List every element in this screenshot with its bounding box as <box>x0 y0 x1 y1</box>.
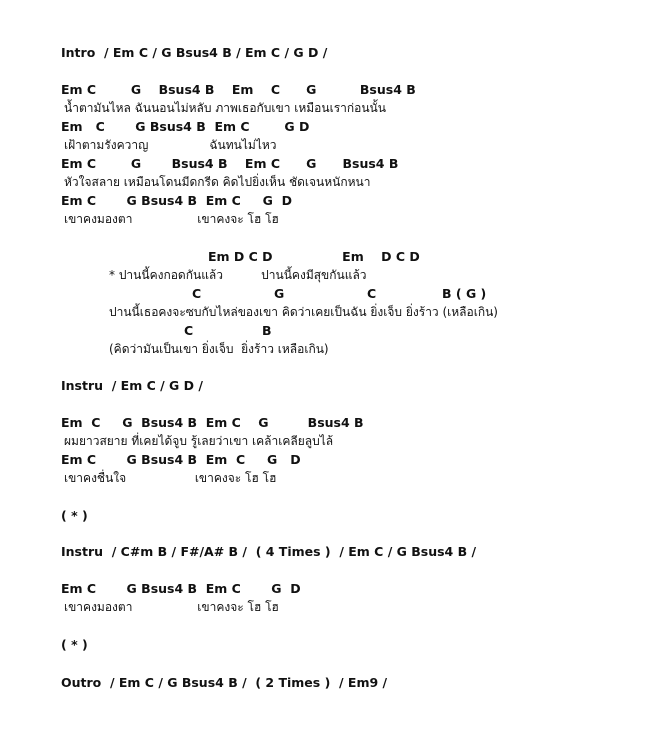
verse1-lyric-line-2: เฝ้าตามรังควาญ ฉันทนไม่ไหว <box>64 138 277 152</box>
instru-line-2: Instru / C#m B / F#/A# B / ( 4 Times ) / Em C / G Bsus4 B / <box>61 544 477 559</box>
chorus-chord-2b: G <box>274 286 285 301</box>
instru-line-1: Instru / Em C / G D / <box>61 378 203 393</box>
chorus-chord-3b: B <box>262 323 272 338</box>
chorus-chord-3a: C <box>184 323 194 338</box>
verse1-lyric-line-4: เขาคงมองตา เขาคงจะ โฮ โฮ <box>64 212 279 226</box>
verse1-chord-line-4: Em C G Bsus4 B Em C G D <box>61 193 292 208</box>
verse1-lyric-line-3: หัวใจสลาย เหมือนโดนมีดกรีด คิดไปยิ่งเห็น ชัดเจนหนักหนา <box>64 175 371 189</box>
outro-line: Outro / Em C / G Bsus4 B / ( 2 Times ) / Em9 / <box>61 675 388 690</box>
verse2-lyric-line-2: เขาคงชื่นใจ เขาคงจะ โฮ โฮ <box>64 471 277 485</box>
repeat-chorus-1: ( * ) <box>61 508 88 523</box>
chorus-lyric-line-3: (คิดว่ามันเป็นเขา ยิ่งเจ็บ ยิ่งร้าว เหลือเกิน) <box>109 342 329 356</box>
chorus-chord-2c: C <box>367 286 377 301</box>
chorus-lyric-line-1: * ปานนี้คงกอดกันแล้ว ปานนี้คงมีสุขกันแล้ว <box>109 268 367 282</box>
repeat-chorus-2: ( * ) <box>61 637 88 652</box>
verse1-chord-line-1: Em C G Bsus4 B Em C G Bsus4 B <box>61 82 416 97</box>
verse1-lyric-line-1: น้ำตามันไหล ฉันนอนไม่หลับ ภาพเธอกับเขา เหมือนเราก่อนนั้น <box>64 101 386 115</box>
verse1-chord-line-3: Em C G Bsus4 B Em C G Bsus4 B <box>61 156 399 171</box>
chorus-chord-line-1: Em D C D Em D C D <box>208 249 420 264</box>
verse1-chord-line-2: Em C G Bsus4 B Em C G D <box>61 119 310 134</box>
verse2-lyric-line-1: ผมยาวสยาย ที่เคยได้จูบ รู้เลยว่าเขา เคล้าเคลียลูบไล้ <box>64 434 334 448</box>
chorus-chord-2d: B ( G ) <box>442 286 487 301</box>
chorus-chord-2a: C <box>192 286 202 301</box>
verse2-chord-line-1: Em C G Bsus4 B Em C G Bsus4 B <box>61 415 364 430</box>
intro-line: Intro / Em C / G Bsus4 B / Em C / G D / <box>61 45 328 60</box>
chorus-lyric-line-2: ปานนี้เธอคงจะซบกับไหล่ของเขา คิดว่าเคยเป็นฉัน ยิ่งเจ็บ ยิ่งร้าว (เหลือเกิน) <box>109 305 498 319</box>
verse3-chord-line-1: Em C G Bsus4 B Em C G D <box>61 581 301 596</box>
verse3-lyric-line-1: เขาคงมองตา เขาคงจะ โฮ โฮ <box>64 600 279 614</box>
verse2-chord-line-2: Em C G Bsus4 B Em C G D <box>61 452 301 467</box>
